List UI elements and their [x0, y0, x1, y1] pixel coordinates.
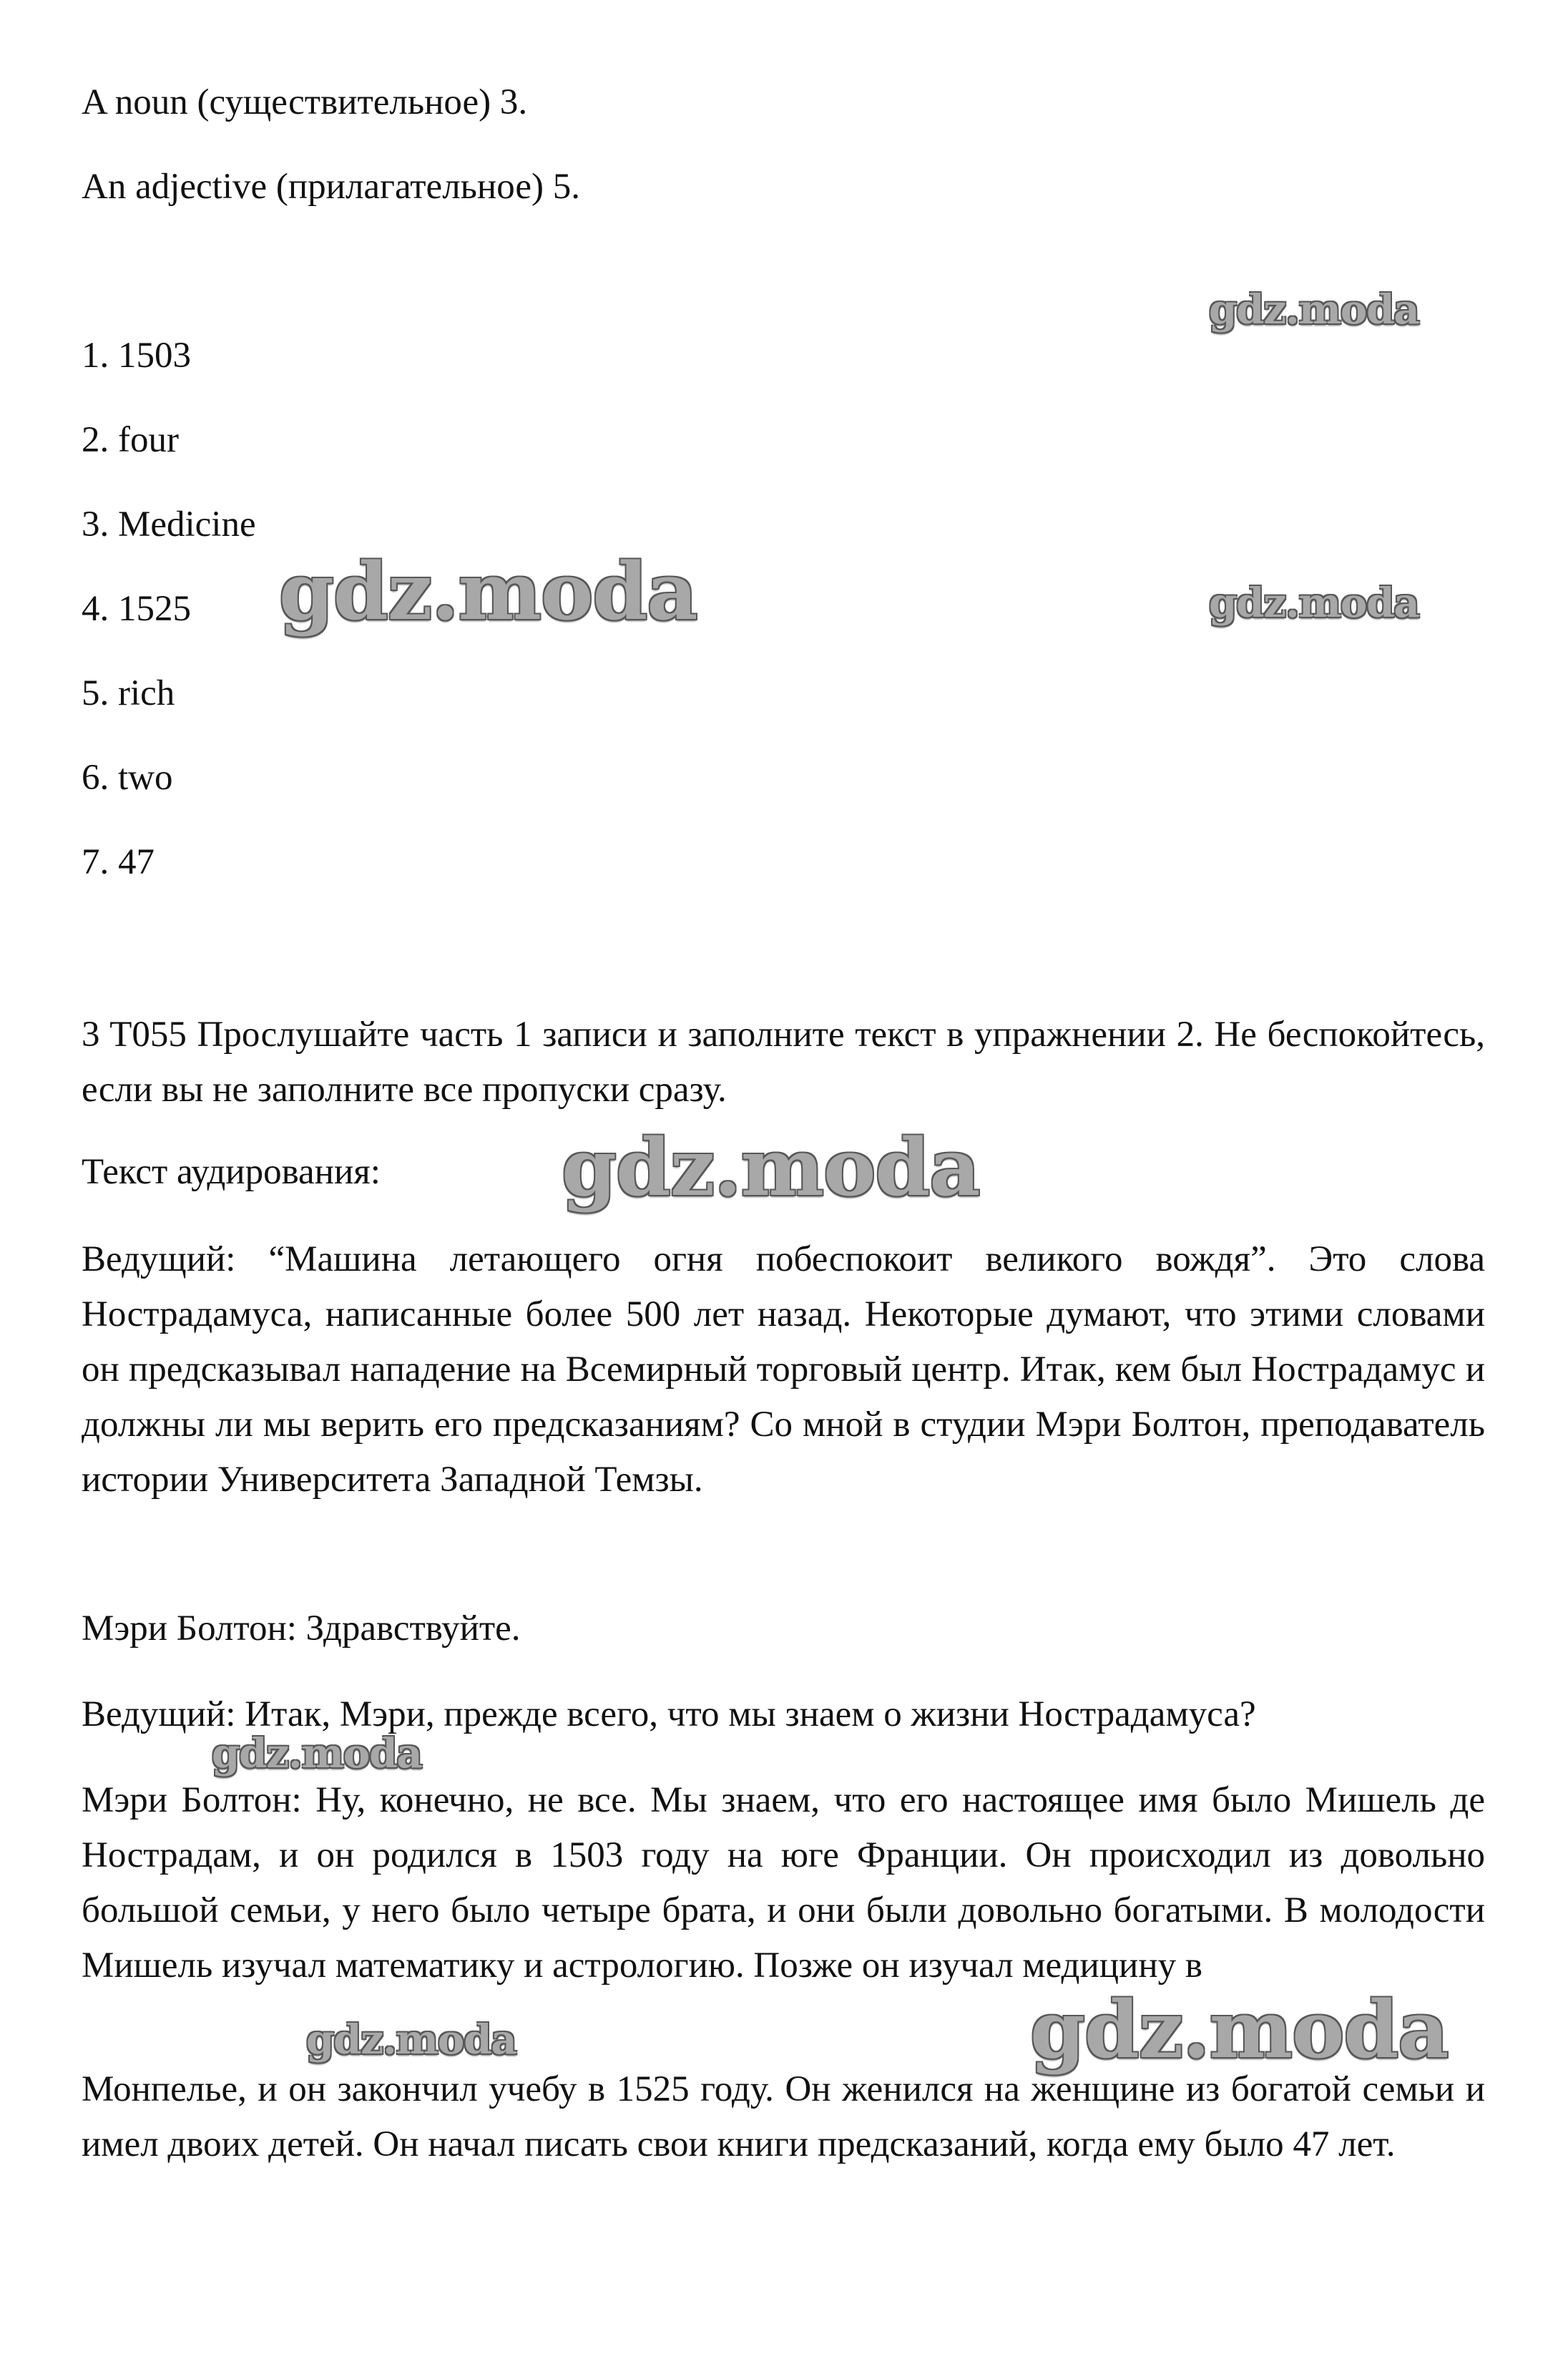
dialogue-host-question: Ведущий: Итак, Мэри, прежде всего, что мы знаем о жизни Нострадамуса?	[82, 1694, 1256, 1734]
watermark-logo: gdz.moda	[279, 545, 697, 638]
watermark-logo: gdz.moda	[562, 1121, 980, 1213]
transcript-label: Текст аудирования:	[82, 1152, 381, 1192]
answer-item-7: 7. 47	[82, 842, 155, 882]
adjective-line: An adjective (прилагательное) 5.	[82, 167, 580, 207]
answer-item-3: 3. Medicine	[82, 504, 256, 544]
exercise-task: 3 T055 Прослушайте часть 1 записи и заполните текст в упражнении 2. Не беспокойтесь, если вы не заполните все пропуски сразу.	[82, 1015, 1485, 1110]
dialogue-host-intro: Ведущий: “Машина летающего огня побеспокоит великого вождя”. Это слова Нострадамуса, написанные более 500 лет назад. Некоторые думают, что этими словами он предсказывал нападение на Всемирный торговый центр. Итак, кем был Нострадамус и должны ли мы верить его предсказаниям? Со мной в студии Мэри Болтон, преподаватель истории Университета Западной Темзы.	[82, 1239, 1485, 1500]
dialogue-mary-greeting: Мэри Болтон: Здравствуйте.	[82, 1608, 521, 1649]
watermark-logo: gdz.moda	[212, 1730, 422, 1777]
noun-line: A noun (существительное) 3.	[82, 82, 528, 122]
answer-item-6: 6. two	[82, 758, 173, 798]
watermark-logo: gdz.moda	[1209, 580, 1419, 627]
watermark-logo: gdz.moda	[1030, 1983, 1449, 2076]
dialogue-mary-answer-continued: Монпелье, и он закончил учебу в 1525 году. Он женился на женщине из богатой семьи и имел двоих детей. Он начал писать свои книги предсказаний, когда ему было 47 лет.	[82, 2069, 1485, 2164]
answer-item-4: 4. 1525	[82, 589, 191, 629]
watermark-logo: gdz.moda	[306, 2016, 516, 2064]
answer-item-5: 5. rich	[82, 673, 175, 713]
answer-item-1: 1. 1503	[82, 336, 191, 376]
watermark-logo: gdz.moda	[1209, 286, 1419, 333]
dialogue-mary-answer: Мэри Болтон: Ну, конечно, не все. Мы знаем, что его настоящее имя было Мишель де Нострадам, и он родился в 1503 году на юге Франции. Он происходил из довольно большой семьи, у него было четыре брата, и они были довольно богатыми. В молодости Мишель изучал математику и астрологию. Позже он изучал медицину в	[82, 1780, 1485, 1986]
answer-item-2: 2. four	[82, 420, 179, 460]
